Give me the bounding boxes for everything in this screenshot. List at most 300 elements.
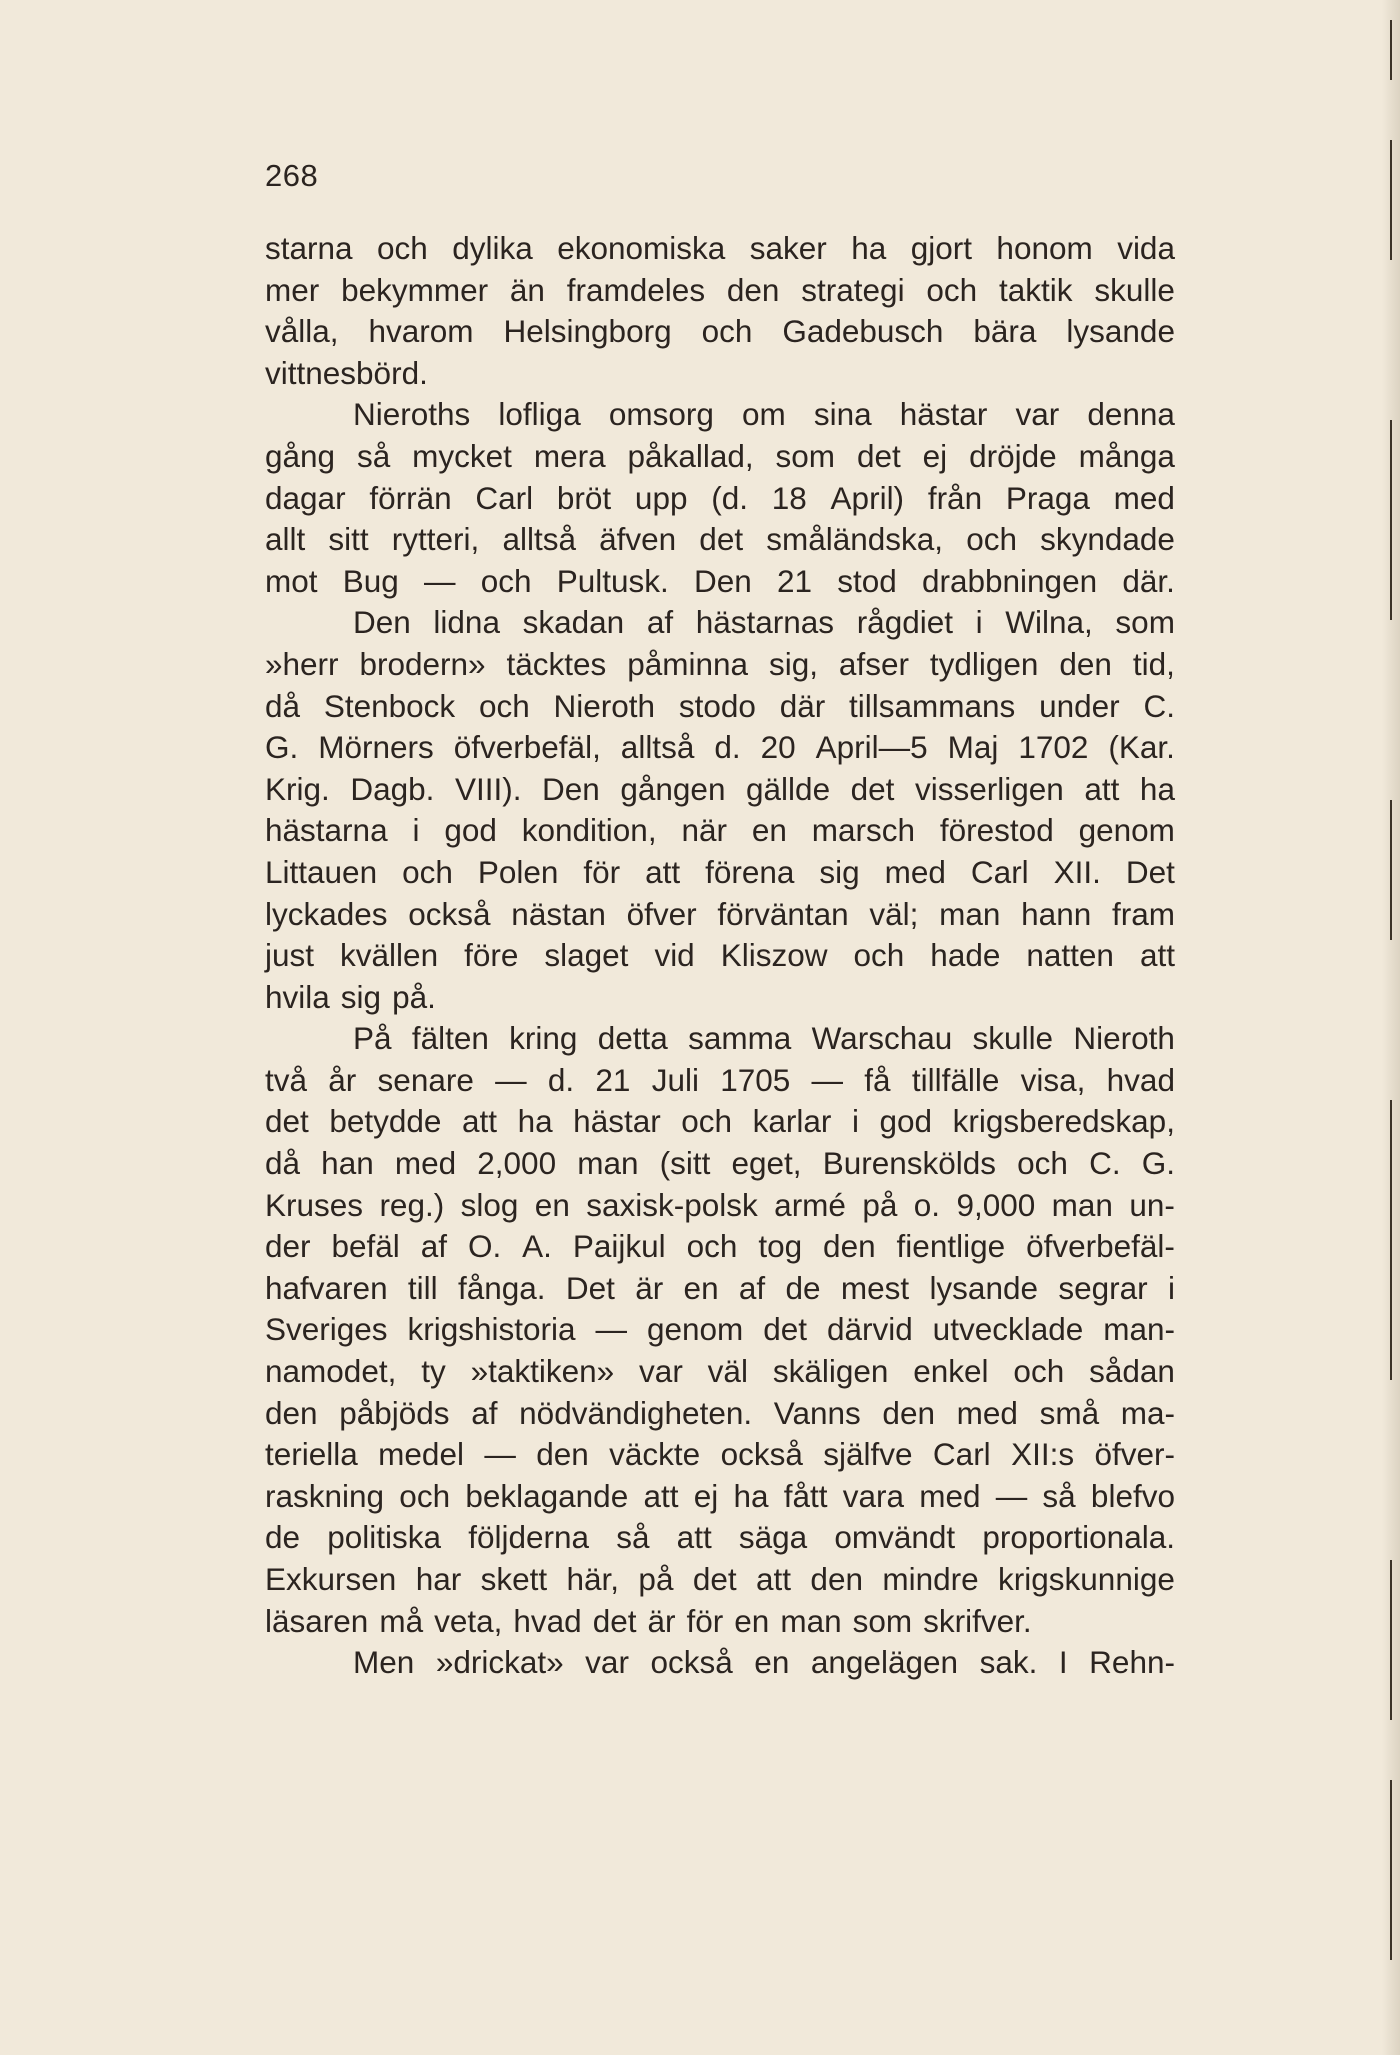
word: var [639, 1353, 683, 1390]
word: fälten [411, 1020, 489, 1057]
word: Pultusk. [556, 562, 669, 599]
word: på [638, 1561, 674, 1597]
word: skrifver. [923, 1602, 1032, 1639]
word: man [577, 1145, 639, 1182]
word: dylika [452, 230, 533, 266]
word: alltså [620, 729, 695, 766]
word: att [462, 1103, 498, 1140]
word: hade [930, 937, 1001, 974]
word: Bug [342, 562, 399, 599]
word: sitt [328, 521, 369, 558]
word: Kliszow [720, 937, 828, 974]
word: och [701, 313, 753, 350]
word: väckte [609, 1436, 701, 1473]
text-line [265, 769, 1175, 811]
word: för [583, 853, 621, 890]
word: och [926, 271, 978, 308]
word: rågdiet [856, 604, 954, 641]
word: före [464, 937, 519, 974]
text-line [265, 602, 1175, 644]
text-line [265, 1309, 1175, 1351]
word: och [681, 1103, 733, 1140]
word: Krig. [265, 770, 330, 807]
word: där. [1122, 562, 1175, 599]
word: skäligen [772, 1353, 889, 1390]
word: der [265, 1228, 311, 1265]
word: dagar [265, 479, 346, 516]
word: (d. [711, 479, 748, 516]
word: påkallad, [627, 437, 754, 474]
word: hästar [899, 396, 988, 433]
word: så [616, 1519, 650, 1556]
word: lofliga [498, 396, 581, 433]
word: de [265, 1519, 301, 1556]
text-line [265, 1642, 1175, 1684]
word: på. [392, 978, 436, 1015]
word: han [321, 1145, 374, 1182]
word: ty [421, 1353, 446, 1390]
word: slog [460, 1186, 519, 1223]
word: ha [851, 230, 887, 266]
word: det [856, 437, 901, 474]
text-line [265, 686, 1175, 728]
word: brodern» [359, 645, 486, 682]
text-line [265, 1559, 1175, 1601]
word: genom [646, 1311, 744, 1348]
word: 1702 [1018, 729, 1089, 766]
word: mer [265, 271, 320, 308]
word: slaget [544, 937, 629, 974]
word: veta, [434, 1602, 503, 1639]
word: följderna [468, 1519, 590, 1556]
word: äfven [599, 521, 677, 558]
word: ekonomiska [557, 230, 726, 266]
word: är [647, 1602, 676, 1639]
word: tydligen [929, 645, 1039, 682]
word: (Kar. [1108, 729, 1175, 766]
word: Men [353, 1644, 415, 1681]
text-line [265, 810, 1175, 852]
word: krigshistoria [407, 1311, 576, 1348]
word: ma- [1120, 1394, 1175, 1431]
word: detta [597, 1020, 668, 1057]
word: gång [265, 437, 336, 474]
word: April) [830, 479, 905, 516]
word: hvad [513, 1602, 582, 1639]
word: hästarnas [695, 604, 835, 641]
word: de [785, 1269, 821, 1306]
word: det [265, 1103, 309, 1140]
word: segrar [1058, 1269, 1148, 1306]
word: lyckades [265, 895, 388, 932]
text-line [265, 977, 1175, 1019]
word: och [480, 562, 532, 599]
word: att [645, 853, 681, 890]
word: Gadebusch [782, 313, 944, 350]
word: 20 [760, 729, 796, 766]
word: vittnesbörd. [265, 354, 428, 391]
word: 9,000 [956, 1186, 1036, 1223]
word: 18 [771, 479, 807, 516]
word: armé [774, 1186, 846, 1223]
word: på [862, 1186, 898, 1223]
word: har [415, 1561, 462, 1597]
word: upp [634, 479, 688, 516]
word: lysande [929, 1269, 1039, 1306]
word: dröjde [969, 437, 1057, 474]
word: man- [1103, 1311, 1175, 1348]
word: fått [783, 1477, 828, 1514]
word: befäl [331, 1228, 400, 1265]
word: att [643, 1477, 679, 1514]
word: ha [517, 1103, 553, 1140]
word: och [377, 230, 428, 266]
word: öfver- [1094, 1436, 1175, 1473]
word: senare [377, 1061, 474, 1098]
word: allt [265, 521, 306, 558]
word: många [1078, 437, 1175, 474]
word: tillfälle [911, 1061, 1000, 1098]
binding-mark [1390, 420, 1392, 620]
word: få [864, 1061, 891, 1098]
word: mera [533, 437, 606, 474]
word: Carl [970, 853, 1029, 890]
word: och [478, 687, 530, 724]
word: karlar [752, 1103, 832, 1140]
text-line [265, 228, 1175, 270]
word: lidna [433, 604, 500, 641]
word: täcktes [506, 645, 607, 682]
word: teriella [265, 1436, 358, 1473]
text-line [265, 1101, 1175, 1143]
word: ej [693, 1477, 719, 1514]
word: Stenbock [323, 687, 456, 724]
word: små [1039, 1394, 1100, 1431]
word: också [650, 1644, 733, 1681]
word: än [509, 271, 545, 308]
word: namodet, [265, 1353, 397, 1390]
word: kvällen [340, 937, 439, 974]
word: förena [705, 853, 795, 890]
word: skett [480, 1561, 548, 1597]
word: Praga [1005, 479, 1090, 516]
word: XII:s [1011, 1436, 1075, 1473]
text-line [265, 311, 1175, 353]
word: här, [566, 1561, 620, 1597]
word: d. [714, 729, 741, 766]
word: betydde [329, 1103, 442, 1140]
word: medel [378, 1436, 464, 1473]
word: man [780, 1602, 842, 1639]
word: den [536, 1436, 589, 1473]
word: G. [1141, 1145, 1175, 1182]
word: påbjöds [339, 1394, 450, 1431]
word: det [850, 770, 895, 807]
word: Kruses [265, 1186, 364, 1223]
word: politiska [327, 1519, 442, 1556]
word: På [353, 1020, 392, 1057]
word: XII. [1053, 853, 1101, 890]
word: som [775, 437, 836, 474]
text-line [265, 1143, 1175, 1185]
word: af [420, 1228, 447, 1265]
word: skadan [522, 604, 625, 641]
word: Paijkul [572, 1228, 666, 1265]
word: sina [813, 396, 872, 433]
word: kondition, [521, 812, 657, 849]
word: påminna [627, 645, 749, 682]
word: A. [522, 1228, 552, 1265]
word: skyndade [1040, 521, 1175, 558]
word: den [823, 1228, 876, 1265]
text-line [265, 1434, 1175, 1476]
text-line [265, 644, 1175, 686]
word: krigsberedskap, [952, 1103, 1175, 1140]
word: gången [620, 770, 726, 807]
word: G. [265, 729, 299, 766]
word: VIII). [454, 770, 522, 807]
binding-mark [1390, 20, 1392, 80]
word: hästarna [265, 812, 388, 849]
word: vålla, [265, 313, 339, 350]
word: afser [838, 645, 909, 682]
word: en [754, 1644, 790, 1681]
body-text [265, 228, 1175, 1684]
word: angelägen [810, 1644, 959, 1681]
word: Den [353, 604, 411, 641]
word: Juli [651, 1061, 699, 1098]
word: starna [265, 230, 353, 266]
word: Wilna, [1005, 604, 1093, 641]
word: när [681, 812, 727, 849]
word: Nieroth [1073, 1020, 1175, 1057]
text-line [265, 1476, 1175, 1518]
word: den [265, 1394, 318, 1431]
word: läsaren [265, 1602, 369, 1639]
text-line [265, 727, 1175, 769]
word: tog [758, 1228, 803, 1265]
word: Littauen [265, 853, 378, 890]
word: Det [565, 1269, 615, 1306]
word: sig [340, 978, 382, 1015]
word: förestod [939, 812, 1054, 849]
word: Den [693, 562, 752, 599]
word: och [966, 521, 1017, 558]
word: Nieroths [353, 396, 471, 433]
word: Exkursen [265, 1561, 397, 1597]
word: tillsammans [849, 687, 1016, 724]
binding-mark [1390, 1780, 1392, 1960]
word: nästan [511, 895, 606, 932]
word: mot [265, 562, 318, 599]
text-line [265, 353, 1175, 395]
word: O. [467, 1228, 502, 1265]
word: fram [1111, 895, 1175, 932]
word: och [1017, 1145, 1068, 1182]
word: för [686, 1602, 724, 1639]
word: eget, [731, 1145, 802, 1182]
word: Carl [932, 1436, 991, 1473]
word: utvecklade [932, 1311, 1084, 1348]
word: enkel [913, 1353, 989, 1390]
word: skulle [1094, 271, 1175, 308]
word: blefvo [1090, 1477, 1175, 1514]
word: god [879, 1103, 933, 1140]
word: må [379, 1602, 424, 1639]
word: man [939, 895, 1001, 932]
word: öfverbefäl, [453, 729, 601, 766]
word: med [1113, 479, 1175, 516]
word: god [444, 812, 497, 849]
word: af [738, 1269, 766, 1306]
word: 1705 [720, 1061, 791, 1098]
word: och [402, 853, 453, 890]
word: Nieroth [553, 687, 656, 724]
word: denna [1087, 396, 1175, 433]
word: också [720, 1436, 803, 1473]
word: så [356, 437, 391, 474]
word: den [726, 271, 780, 308]
word: öfverbefäl- [1026, 1228, 1175, 1265]
word: förväntan [717, 895, 849, 932]
word: i [851, 1103, 859, 1140]
word: att [1139, 937, 1175, 974]
word: omsorg [608, 396, 714, 433]
word: 21 [776, 562, 812, 599]
word: drabbningen [921, 562, 1098, 599]
word: vara [842, 1477, 904, 1514]
word: år [328, 1061, 357, 1098]
word: hann [1021, 895, 1092, 932]
word: Sveriges [265, 1311, 388, 1348]
word: är [635, 1269, 664, 1306]
word: krigskunnige [998, 1561, 1175, 1597]
word: bröt [556, 479, 612, 516]
binding-mark [1390, 1560, 1392, 1720]
text-line [265, 935, 1175, 977]
word: af [471, 1394, 498, 1431]
text-line [265, 478, 1175, 520]
word: i [412, 812, 420, 849]
word: med [956, 1394, 1018, 1431]
word: den [810, 1561, 863, 1597]
word: saxisk-polsk [586, 1186, 758, 1223]
text-line [265, 519, 1175, 561]
word: hvad [1106, 1061, 1175, 1098]
word: reg.) [379, 1186, 445, 1223]
word: mest [840, 1269, 910, 1306]
word: hästar [573, 1103, 661, 1140]
word: — [495, 1061, 527, 1098]
word: så [1042, 1477, 1076, 1514]
word: därvid [826, 1311, 913, 1348]
text-line [265, 436, 1175, 478]
word: förrän [369, 479, 452, 516]
word: fientlige [896, 1228, 1006, 1265]
word: d. [547, 1061, 575, 1098]
word: bekymmer [341, 271, 489, 308]
word: Dagb. [350, 770, 435, 807]
word: hafvaren [265, 1269, 388, 1306]
word: Warschau [811, 1020, 953, 1057]
word: un- [1129, 1186, 1175, 1223]
word: o. [913, 1186, 941, 1223]
word: vida [1117, 230, 1175, 266]
word: framdeles [566, 271, 706, 308]
word: en [751, 812, 787, 849]
word: 21 [595, 1061, 631, 1098]
word: Den [542, 770, 600, 807]
word: Helsingborg [503, 313, 672, 350]
word: C. [1143, 687, 1175, 724]
text-line [265, 394, 1175, 436]
word: och [686, 1228, 738, 1265]
word: alltså [502, 521, 576, 558]
word: beklagande [465, 1477, 629, 1514]
word: själfve [823, 1436, 913, 1473]
word: 2,000 [477, 1145, 557, 1182]
word: — [595, 1311, 627, 1348]
word: — [484, 1436, 516, 1473]
word: »herr [265, 645, 339, 682]
word: samma [688, 1020, 792, 1057]
word: till [407, 1269, 438, 1306]
word: från [927, 479, 983, 516]
word: honom [996, 230, 1093, 266]
word: Vanns [773, 1394, 861, 1431]
word: småländska, [766, 521, 944, 558]
binding-mark [1390, 1100, 1392, 1380]
word: under [1039, 687, 1120, 724]
text-line [265, 1517, 1175, 1559]
word: — [995, 1477, 1028, 1514]
word: skulle [972, 1020, 1054, 1057]
word: genom [1078, 812, 1175, 849]
word: var [585, 1644, 629, 1681]
word: en [734, 1602, 770, 1639]
word: I [1058, 1644, 1068, 1681]
word: gjort [910, 230, 972, 266]
word: kring [509, 1020, 578, 1057]
word: hvarom [368, 313, 474, 350]
word: där [779, 687, 826, 724]
word: som [852, 1602, 913, 1639]
word: ej [922, 437, 948, 474]
text-line [265, 1393, 1175, 1435]
word: med [919, 1477, 981, 1514]
word: visserligen [914, 770, 1064, 807]
word: då [265, 1145, 301, 1182]
word: och [853, 937, 905, 974]
word: också [408, 895, 491, 932]
word: sig [819, 853, 860, 890]
word: det [763, 1311, 807, 1348]
word: visa, [1020, 1061, 1086, 1098]
word: om [741, 396, 786, 433]
word: den [882, 1394, 935, 1431]
text-line [265, 1601, 1175, 1643]
word: med [394, 1145, 457, 1182]
text-line [265, 270, 1175, 312]
text-line [265, 1060, 1175, 1102]
word: i [975, 604, 983, 641]
page-number: 268 [265, 158, 319, 193]
word: det [592, 1602, 637, 1639]
word: var [1015, 396, 1060, 433]
text-line [265, 1351, 1175, 1393]
word: Maj [947, 729, 999, 766]
word: hvila [265, 978, 330, 1015]
